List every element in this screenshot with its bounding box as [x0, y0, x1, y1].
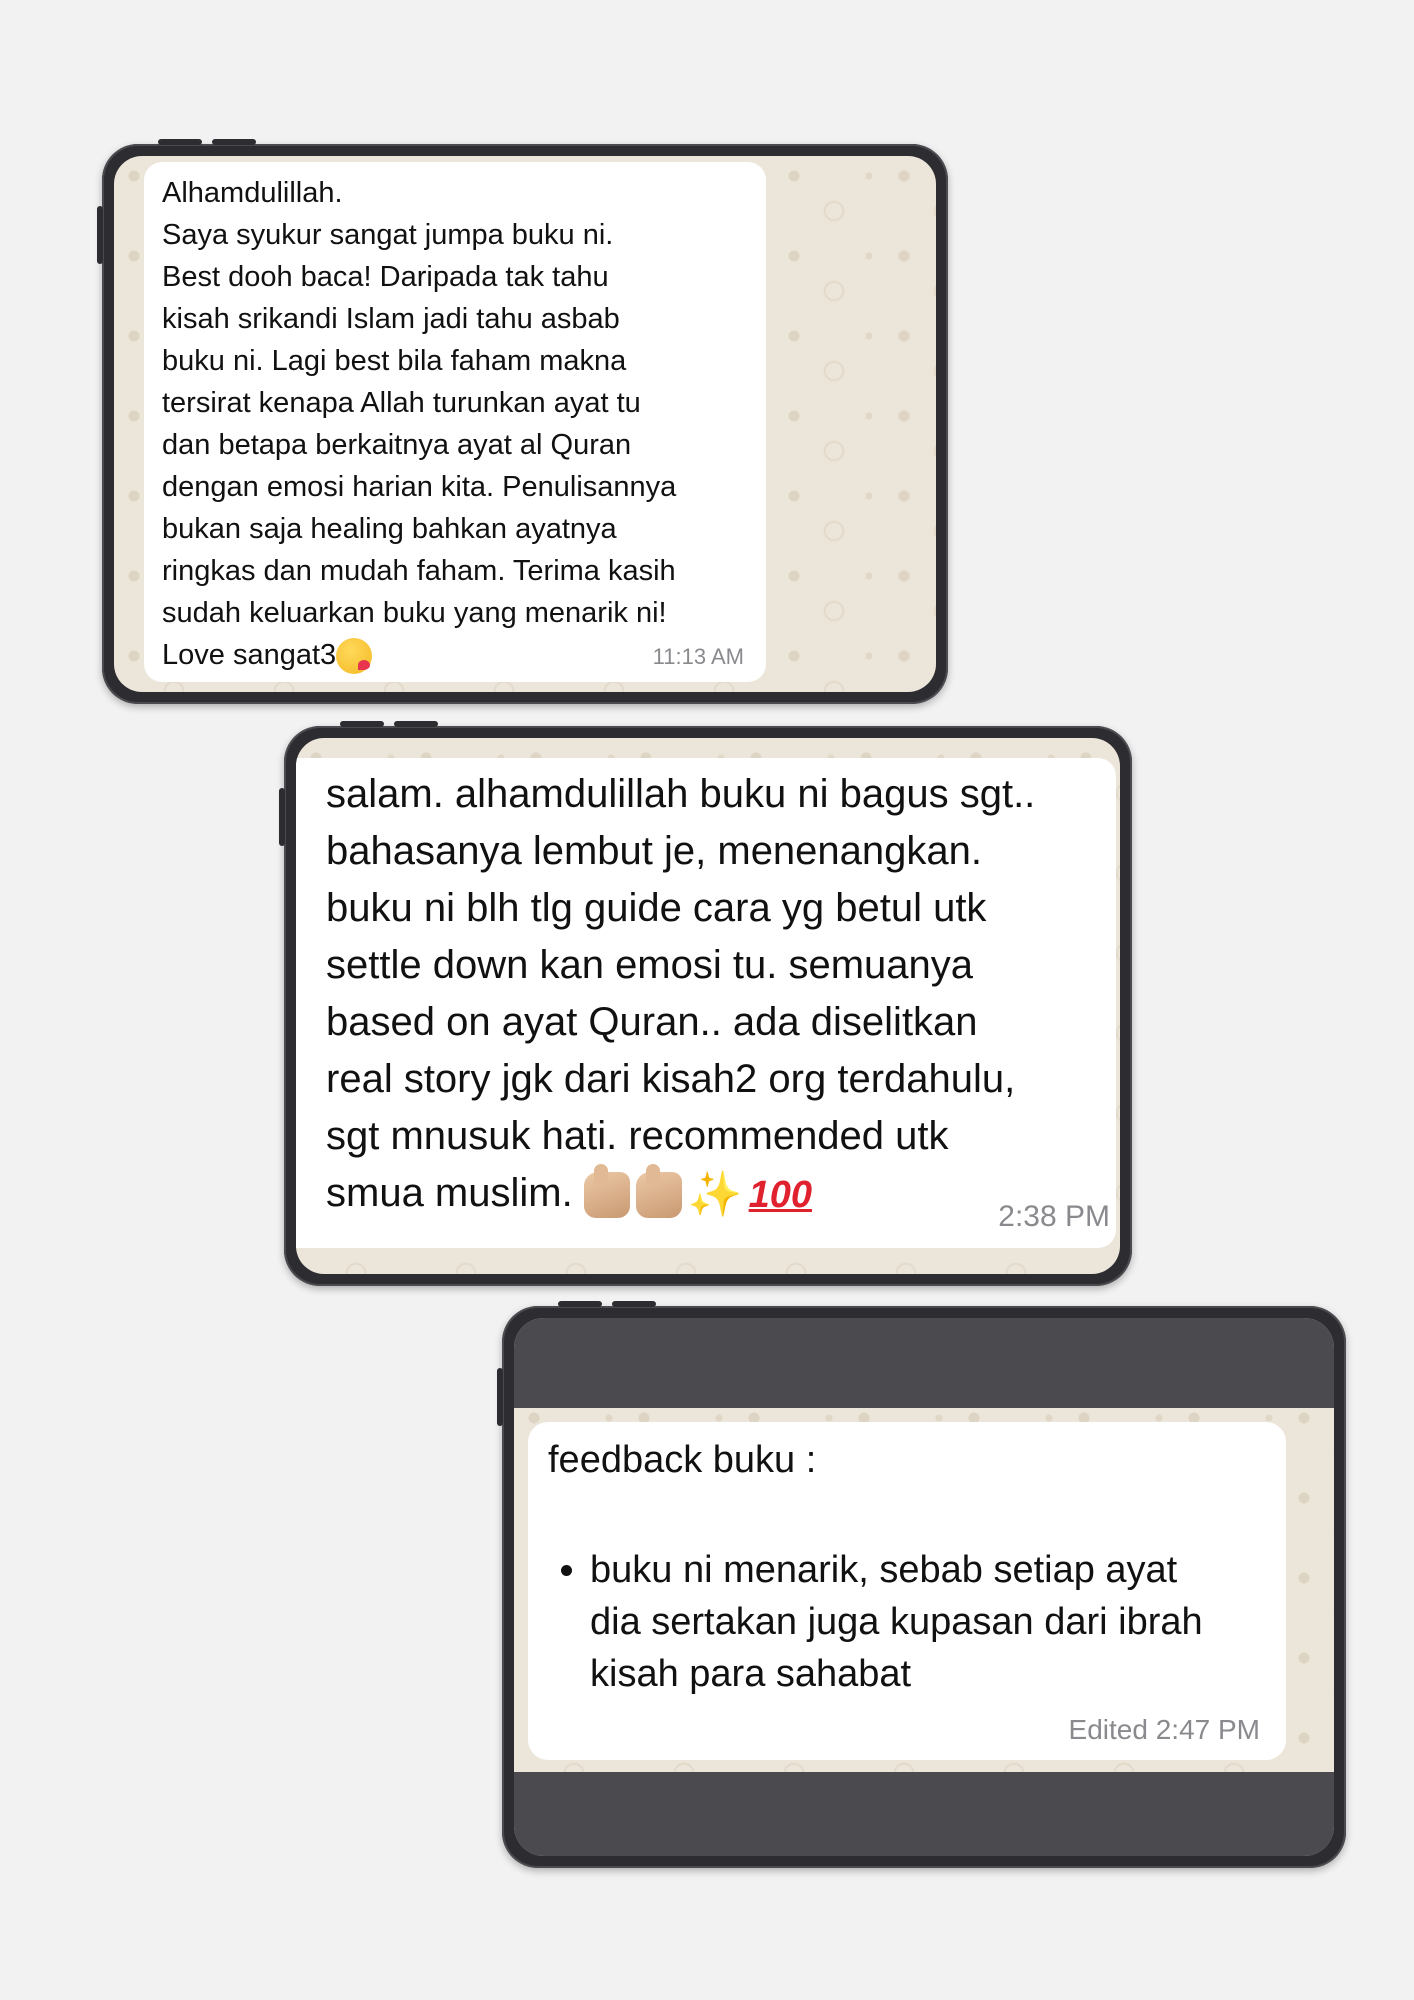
message-bubble[interactable]	[144, 162, 766, 682]
bullet-item: • buku ni menarik, sebab setiap ayat dia sertakan juga kupasan dari ibrah kisah para sahabat	[590, 1544, 1310, 1700]
frame-top-button	[558, 1301, 602, 1307]
frame-side-button	[97, 206, 103, 264]
message-bubble[interactable]	[296, 758, 1116, 1248]
bottom-bar	[514, 1772, 1334, 1856]
sparkles-emoji: ✨	[687, 1170, 743, 1220]
chat-screen-2[interactable]	[296, 738, 1120, 1274]
message-text	[162, 172, 762, 676]
message-heading: feedback buku :	[548, 1439, 817, 1481]
frame-top-button	[394, 721, 438, 727]
frame-top-button	[212, 139, 256, 145]
frame-top-button	[340, 721, 384, 727]
kissing-face-heart-emoji	[336, 638, 372, 674]
thumbs-up-emoji	[636, 1172, 682, 1218]
message-timestamp	[1069, 1714, 1260, 1746]
chat-screen-1[interactable]	[114, 156, 936, 692]
message-body: Alhamdulillah. Saya syukur sangat jumpa buku ni. Best dooh baca! Daripada tak tahu kisah srikandi Islam jadi tahu asbab buku ni. Lagi best bila faham makna tersirat kenapa Allah turunkan ayat tu dan betapa berkaitnya ayat al Quran dengan emosi harian kita. Penulisannya bukan saja healing bahkan ayatnya ringkas dan mudah faham. Terima kasih sudah keluarkan buku yang menarik ni! Love sangat3	[162, 177, 677, 671]
message-text	[326, 766, 1116, 1222]
frame-side-button	[279, 788, 285, 846]
message-timestamp: 11:13 AM	[652, 644, 744, 669]
top-bar	[514, 1318, 1334, 1408]
frame-side-button	[497, 1368, 503, 1426]
hundred-points-emoji: 100	[748, 1174, 813, 1217]
phone-frame-3	[502, 1306, 1346, 1868]
thumbs-up-emoji	[584, 1172, 630, 1218]
frame-top-button	[612, 1301, 656, 1307]
frame-top-button	[158, 139, 202, 145]
message-time: 2:47 PM	[1155, 1714, 1260, 1745]
chat-screen-3[interactable]	[514, 1318, 1334, 1856]
message-timestamp: 2:38 PM	[998, 1200, 1110, 1233]
message-body: salam. alhamdulillah buku ni bagus sgt.. bahasanya lembut je, menenangkan. buku ni blh tlg guide cara yg betul utk settle down kan emosi tu. semuanya based on ayat Quran.. ada diselitkan real story jgk dari kisah2 org terdahulu, sgt mnusuk hati. recommended utk smua muslim.	[326, 772, 1036, 1215]
message-bubble[interactable]	[528, 1422, 1286, 1760]
phone-frame-2	[284, 726, 1132, 1286]
edited-label: Edited	[1068, 1714, 1148, 1745]
phone-frame-1	[102, 144, 948, 704]
bullet-list	[548, 1544, 1310, 1700]
